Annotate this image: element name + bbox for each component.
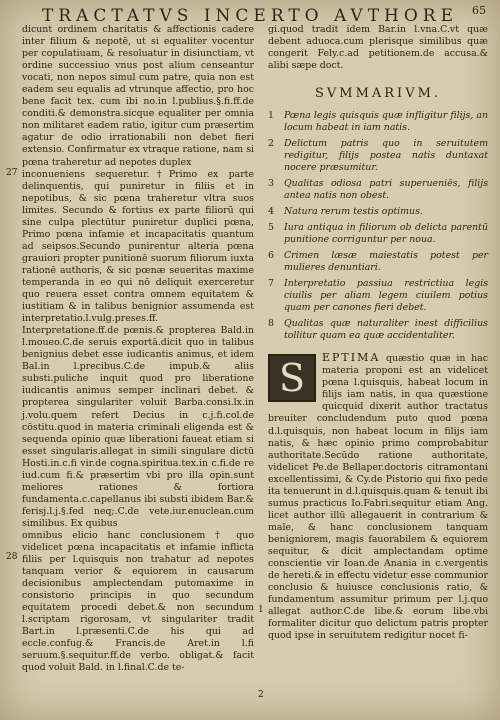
summary-item: [268, 222, 488, 246]
right-intro: gi.quod tradit idem Bar.in l.vna.C.vt quæ debent aduoca.cum plerisque similibus quæ congerit Fely.c.ad petitionem.de accusa.& alibi sæpe doct.: [268, 24, 488, 72]
septima-section: [268, 352, 488, 642]
summary-item-text: Interpretatio passiua restrictiua legis ciuilis per aliam legem ciuilem potius quam per canones fieri debet.: [284, 278, 488, 314]
margin-number: 2: [258, 690, 264, 700]
left-column: [22, 24, 254, 675]
summary-item: [268, 178, 488, 202]
summary-item-text: Crimen læsæ maiestatis potest per mulieres denuntiari.: [284, 250, 488, 274]
margin-number: 1: [258, 605, 264, 615]
decorated-initial: S: [268, 354, 316, 402]
summary-item-text: Natura rerum testis optimus.: [284, 206, 423, 218]
summary-item: [268, 250, 488, 274]
summary-item-number: 6: [268, 250, 274, 262]
summary-item: [268, 318, 488, 342]
summary-item-text: Qualitas quæ naturaliter inest difficilius tollitur quam ea quæ accidentaliter.: [284, 318, 488, 342]
summary-list: [268, 110, 488, 342]
summary-item-number: 7: [268, 278, 274, 290]
septima-word: EPTIMA: [322, 351, 381, 365]
summary-item-number: 5: [268, 222, 274, 234]
margin-number: 28: [6, 552, 18, 562]
summary-item-number: 1: [268, 110, 274, 122]
summary-heading: SVMMARIVM.: [314, 86, 442, 102]
page-number: 65: [472, 4, 486, 17]
right-column: [268, 24, 488, 642]
summary-item-text: Iura antiqua in filiorum ob delicta parentū punitione corriguntur per noua.: [284, 222, 488, 246]
margin-number: 27: [6, 168, 18, 178]
summary-item-number: 4: [268, 206, 274, 218]
summary-item-number: 8: [268, 318, 274, 330]
left-paragraph-1: dicunt ordinem charitatis & affectionis cadere inter filium & nepotē, ut si equaliter vocentur per copulatiuam, & resoluatur in disiunctiam, vt ordine successiuo vnus post alium censeantur vocati, non nepos simul cum patre, quia non est eadem seu equalis ad vtrunque affectio, pro hoc bene facit tex. cum ibi no.in l.publius.§.fi.ff.de conditi.& demonstra.sicque equaliter per omnia non militaret eadem ratio, igitur cum præsertim agatur de odio irrationabili non debet fieri extensio. Confirmatur ex vtraque ratione, nam si pœna traheretur ad nepotes duplex: [22, 24, 254, 168]
septima-text: quæstio quæ in hac materia proponi est an videlicet pœna l.quisquis, habeat locum in filijs iam natis, in qua quæstione quicquid dixerit author tractatus breuiter concludendum puto quod pœna d.l.quisquis, non habeat locum in filijs iam natis, & hæc opinio primo comprobabitur authoritate.Secūdo ratione authoritate, videlicet Pe.de Bellaper.doctoris citramontani excellentissimi, & Cy.de Pistorio qui fixo pede ita tenuerunt in d.l.quisquis.quam & tenuit ibi sumus practicus Io.Fabri.sequitur etiam Ang. licet author illū allegauerit in contrarium & male, & hanc conclusionem tanquam benigniorem, magis fauorabilem & equiorem sequitur, & dicit amplectandam optime conscientie vir Ioan.de Anania in c.vergentis de hereti.& in effectu videtur esse communior conclusio & huiusce conclusionis ratio, & fundamentum assumitur primum per l.j.quo allegat author.C.de libe.& eorum libe.vbi formaliter dicitur quo delictum patris propter quod ipse in seruitutem redigitur nocet fi-: [268, 353, 489, 642]
summary-item-number: 2: [268, 138, 274, 150]
summary-item: [268, 278, 488, 314]
summary-item-text: Qualitas odiosa patri superueniēs, filijs antea natis non obest.: [284, 178, 488, 202]
summary-item-number: 3: [268, 178, 274, 190]
running-head: [0, 6, 500, 26]
running-head-title: TRACTATVS INCERTO AVTHORE: [41, 6, 459, 26]
summary-item: [268, 138, 488, 174]
summary-item: [268, 110, 488, 134]
summary-item: [268, 206, 488, 218]
summary-item-text: Delictum patris quo in seruitutem redigitur, filijs postea natis duntaxat nocere præsumitur.: [284, 138, 488, 174]
left-paragraph-2: inconueniens sequeretur.†Primo ex parte delinquentis, qui puniretur in filiis et in nepotibus, & sic pœna traheretur vltra suos limites. Secundo & fortius ex parte filiorū qui sine culpa plectūtur puniretur duplici pœna, Primo pœna infamie et incapacitatis quantum ad seipsos.Secundo punirentur alteria pœna grauiori propter punitionē suorum filiorum iuxta rationē authoris, & sic pœnæ seueritas maxime temperanda in eo qui nō deliquit exerceretur quo reuera esset contra omnem equitatem & iustitiam & in talibus benignior assumenda est interpretatio.l.vulg.preses.ff. Interpretatione.ff.de pœnis.& propterea Bald.in l.moueo.C.de seruis exportā.dicit quo in talibus benignius debet esse iudicantis animus, et idem Bal.in l.precibus.C.de impub.& aliis substi.puliche inquit quod pro liberatione iudicantis animus semper inclinari debet. & propterea singulariter voluit Barba.consi.lx.in j.volu.quem refert Decius in c.j.fi.col.de cōstitu.quod in materia criminali eligenda est & sequenda opinio quæ liberationi faueat etiam si esset singularis.allegat in simili singulare dictū Hosti.in.c.fi vir.de cogna.spiritua.tex.in c.fi.de re iud.cum fi.& præsertim vbi pro illa opin.sunt meliores rationes & fortiora fundamenta.c.capellanus ibi substi ibidem Bar.& ferisj.l.j.§.fed neq;.C.de vete.iur.enuclean.cum similibus. Ex quibus: [22, 168, 254, 529]
summary-item-text: Pœna legis quisquis quæ infligitur filijs, an locum habeat in iam natis.: [284, 110, 488, 134]
left-paragraph-3: omnibus elicio hanc conclusionem † quo videlicet pœna incapacitatis et infamie inflicta filiis per l.quisquis non trahatur ad nepotes tanquam verior & equiorem in causarum decisionibus amplectendam putomaxime in consistorio principis in quo secundum equitatem procedi debet.& non secundum l.scriptam rigorosam, vt singulariter tradit Bart.in l.præsenti.C.de his qui ad eccle.confug.& Francis.de Aret.in l.fi seruum.§.sequitur.ff.de verbo. obligat.& facit quod voluit Bald. in l.final.C.de te-: [22, 529, 254, 674]
